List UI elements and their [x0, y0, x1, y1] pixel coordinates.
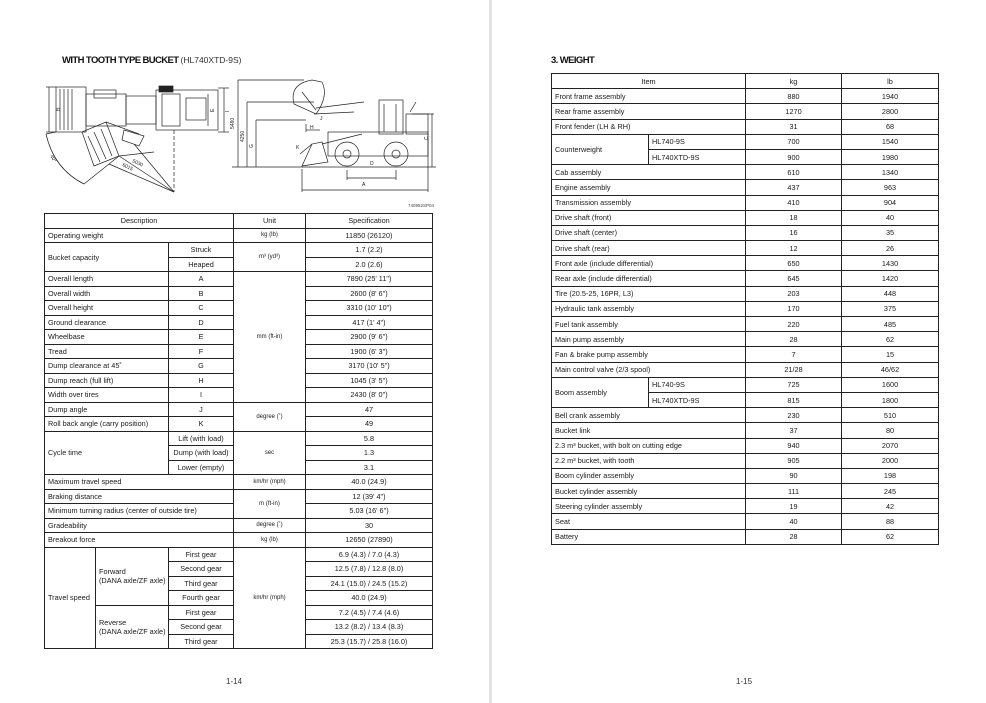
- label-a: A: [362, 182, 366, 188]
- table-row: [45, 228, 433, 243]
- model-text: (HL740XTD-9S): [180, 55, 242, 65]
- gear-cell: First gear: [169, 547, 234, 562]
- direction-sublabel: (DANA axle/ZF axle): [99, 626, 166, 636]
- lb-cell: 40: [842, 210, 939, 225]
- lb-cell: 1800: [842, 392, 939, 407]
- kg-cell: 725: [746, 377, 842, 392]
- kg-cell: 12: [746, 241, 842, 256]
- kg-cell: 28: [746, 332, 842, 347]
- label-k: K: [296, 145, 300, 151]
- spec-cell: 6.9 (4.3) / 7.0 (4.3): [306, 547, 433, 562]
- spec-cell: 2.0 (2.6): [306, 257, 433, 272]
- table-row: [552, 195, 939, 210]
- symbol-cell: F: [169, 344, 234, 359]
- item-cell: Drive shaft (front): [552, 210, 746, 225]
- section-title: [62, 55, 241, 66]
- table-row: [552, 423, 939, 438]
- lb-cell: 485: [842, 317, 939, 332]
- lb-cell: 1430: [842, 256, 939, 271]
- lb-cell: 88: [842, 514, 939, 529]
- item-cell: 2.3 m³ bucket, with bolt on cutting edge: [552, 438, 746, 453]
- symbol-cell: B: [169, 286, 234, 301]
- item-cell: Rear frame assembly: [552, 104, 746, 119]
- kg-cell: 700: [746, 134, 842, 149]
- page-number: 1-14: [226, 677, 243, 686]
- kg-cell: 170: [746, 301, 842, 316]
- table-row: [552, 241, 939, 256]
- kg-cell: 650: [746, 256, 842, 271]
- label-b: B: [56, 107, 62, 111]
- direction-label: Reverse: [99, 617, 127, 627]
- lb-cell: 510: [842, 408, 939, 423]
- gear-cell: Second gear: [169, 562, 234, 577]
- kg-cell: 940: [746, 438, 842, 453]
- spec-cell: 2600 (8' 6"): [306, 286, 433, 301]
- kg-cell: 203: [746, 286, 842, 301]
- label-angle: 40°: [48, 154, 58, 164]
- desc-cell: Travel speed: [45, 547, 96, 649]
- table-row: [552, 453, 939, 468]
- table-row: [45, 402, 433, 417]
- table-header-row: [552, 74, 939, 89]
- symbol-cell: J: [169, 402, 234, 417]
- lb-cell: 46/62: [842, 362, 939, 377]
- symbol-cell: H: [169, 373, 234, 388]
- symbol-cell: G: [169, 359, 234, 374]
- kg-cell: 880: [746, 89, 842, 104]
- label-h2: 4250: [240, 130, 246, 142]
- lb-cell: 15: [842, 347, 939, 362]
- spec-cell: 417 (1' 4"): [306, 315, 433, 330]
- item-cell: Engine assembly: [552, 180, 746, 195]
- spec-cell: 12 (39' 4"): [306, 489, 433, 504]
- page-right: [492, 0, 986, 703]
- page-left: [0, 0, 489, 703]
- table-row: [552, 499, 939, 514]
- item-cell: Bucket cylinder assembly: [552, 484, 746, 499]
- top-view: [46, 86, 231, 192]
- item-cell: Steering cylinder assembly: [552, 499, 746, 514]
- item-cell: Cab assembly: [552, 165, 746, 180]
- kg-cell: 111: [746, 484, 842, 499]
- kg-cell: 16: [746, 225, 842, 240]
- unit-cell: m³ (yd³): [234, 243, 306, 272]
- page-number: 1-15: [736, 677, 753, 686]
- desc-cell: Cycle time: [45, 431, 169, 475]
- item-cell: Drive shaft (center): [552, 225, 746, 240]
- table-row: [552, 529, 939, 544]
- label-r1: 5030: [131, 158, 144, 169]
- table-header-row: [45, 214, 433, 229]
- sub-cell: Heaped: [169, 257, 234, 272]
- weight-table: [551, 73, 939, 545]
- kg-cell: 31: [746, 119, 842, 134]
- spec-cell: 12650 (27890): [306, 533, 433, 548]
- item-cell: Bell crank assembly: [552, 408, 746, 423]
- kg-cell: 90: [746, 468, 842, 483]
- spec-cell: 2900 (9' 6"): [306, 330, 433, 345]
- lb-cell: 80: [842, 423, 939, 438]
- item-cell: Front fender (LH & RH): [552, 119, 746, 134]
- label-r2: 6015: [121, 162, 134, 173]
- title-text: WITH TOOTH TYPE BUCKET: [62, 55, 179, 66]
- label-d: D: [370, 161, 374, 167]
- spec-cell: 7.2 (4.5) / 7.4 (4.6): [306, 605, 433, 620]
- symbol-cell: C: [169, 301, 234, 316]
- spec-cell: 24.1 (15.0) / 24.5 (15.2): [306, 576, 433, 591]
- gear-cell: Second gear: [169, 620, 234, 635]
- desc-cell: Roll back angle (carry position): [45, 417, 169, 432]
- desc-cell: Breakout force: [45, 533, 234, 548]
- item-cell: Counterweight: [552, 134, 649, 164]
- item-cell: Hydraulic tank assembly: [552, 301, 746, 316]
- kg-cell: 410: [746, 195, 842, 210]
- item-cell: Boom assembly: [552, 377, 649, 407]
- kg-cell: 37: [746, 423, 842, 438]
- item-cell: Front frame assembly: [552, 89, 746, 104]
- symbol-cell: D: [169, 315, 234, 330]
- kg-cell: 19: [746, 499, 842, 514]
- sub-cell: Struck: [169, 243, 234, 258]
- header-item: Item: [552, 74, 746, 89]
- item-cell: Fan & brake pump assembly: [552, 347, 746, 362]
- lb-cell: 1540: [842, 134, 939, 149]
- table-row: [552, 180, 939, 195]
- spec-cell: 3.1: [306, 460, 433, 475]
- item-cell: Tire (20.5-25, 16PR, L3): [552, 286, 746, 301]
- symbol-cell: E: [169, 330, 234, 345]
- figure-code: 740952SP04: [407, 203, 434, 208]
- unit-cell: kg (lb): [234, 228, 306, 243]
- table-row: [45, 518, 433, 533]
- lb-cell: 448: [842, 286, 939, 301]
- unit-cell: km/hr (mph): [234, 475, 306, 490]
- desc-cell: Bucket capacity: [45, 243, 169, 272]
- lb-cell: 1980: [842, 149, 939, 164]
- spec-cell: 30: [306, 518, 433, 533]
- table-row: [45, 272, 433, 287]
- desc-cell: Dump reach (full lift): [45, 373, 169, 388]
- lb-cell: 1420: [842, 271, 939, 286]
- label-j: J: [320, 116, 323, 122]
- model-cell: HL740XTD-9S: [649, 392, 746, 407]
- table-row: [45, 431, 433, 446]
- lb-cell: 68: [842, 119, 939, 134]
- loader-diagram: [44, 74, 436, 210]
- spec-cell: 25.3 (15.7) / 25.8 (16.0): [306, 634, 433, 649]
- item-cell: Main control valve (2/3 spool): [552, 362, 746, 377]
- lb-cell: 375: [842, 301, 939, 316]
- table-row: [552, 347, 939, 362]
- header-kg: kg: [746, 74, 842, 89]
- item-cell: Battery: [552, 529, 746, 544]
- unit-cell: degree (˚): [234, 518, 306, 533]
- spec-cell: 12.5 (7.8) / 12.8 (8.0): [306, 562, 433, 577]
- lb-cell: 26: [842, 241, 939, 256]
- kg-cell: 1270: [746, 104, 842, 119]
- direction-cell-reverse: [96, 605, 169, 649]
- specification-table: [44, 213, 433, 649]
- table-row: [45, 533, 433, 548]
- spec-cell: 3170 (10' 5"): [306, 359, 433, 374]
- table-row: [552, 362, 939, 377]
- desc-cell: Ground clearance: [45, 315, 169, 330]
- lb-cell: 2070: [842, 438, 939, 453]
- unit-cell: kg (lb): [234, 533, 306, 548]
- table-row: [552, 134, 939, 149]
- lb-cell: 2000: [842, 453, 939, 468]
- spec-cell: 1045 (3' 5"): [306, 373, 433, 388]
- lb-cell: 245: [842, 484, 939, 499]
- lb-cell: 904: [842, 195, 939, 210]
- unit-cell: degree (˚): [234, 402, 306, 431]
- spec-cell: 40.0 (24.9): [306, 591, 433, 606]
- table-row: [552, 89, 939, 104]
- spec-cell: 11850 (26120): [306, 228, 433, 243]
- label-g: G: [249, 144, 255, 148]
- spec-cell: 49: [306, 417, 433, 432]
- desc-cell: Minimum turning radius (center of outside tire): [45, 504, 234, 519]
- item-cell: Front axle (include differential): [552, 256, 746, 271]
- item-cell: Boom cylinder assembly: [552, 468, 746, 483]
- label-i: I: [225, 110, 231, 112]
- table-row: [552, 119, 939, 134]
- item-cell: Fuel tank assembly: [552, 317, 746, 332]
- spec-cell: 1.3: [306, 446, 433, 461]
- table-row: [552, 484, 939, 499]
- model-cell: HL740XTD-9S: [649, 149, 746, 164]
- kg-cell: 815: [746, 392, 842, 407]
- desc-cell: Wheelbase: [45, 330, 169, 345]
- item-cell: Seat: [552, 514, 746, 529]
- desc-cell: Braking distance: [45, 489, 234, 504]
- symbol-cell: A: [169, 272, 234, 287]
- table-row: [45, 475, 433, 490]
- kg-cell: 40: [746, 514, 842, 529]
- spec-cell: 2430 (8' 0"): [306, 388, 433, 403]
- table-row: [552, 514, 939, 529]
- kg-cell: 437: [746, 180, 842, 195]
- gear-cell: Third gear: [169, 634, 234, 649]
- direction-cell-forward: [96, 547, 169, 605]
- weight-table-body: [552, 74, 939, 545]
- unit-cell: m (ft-in): [234, 489, 306, 518]
- spec-cell: 47: [306, 402, 433, 417]
- spec-cell: 5.03 (16' 6"): [306, 504, 433, 519]
- table-row: [552, 332, 939, 347]
- lb-cell: 62: [842, 332, 939, 347]
- desc-cell: Width over tires: [45, 388, 169, 403]
- gear-cell: First gear: [169, 605, 234, 620]
- kg-cell: 610: [746, 165, 842, 180]
- desc-cell: Maximum travel speed: [45, 475, 234, 490]
- unit-cell: mm (ft-in): [234, 272, 306, 403]
- desc-cell: Overall length: [45, 272, 169, 287]
- kg-cell: 21/28: [746, 362, 842, 377]
- gear-cell: Fourth gear: [169, 591, 234, 606]
- table-row: [552, 286, 939, 301]
- desc-cell: Dump angle: [45, 402, 169, 417]
- symbol-cell: K: [169, 417, 234, 432]
- spec-cell: 3310 (10' 10"): [306, 301, 433, 316]
- desc-cell: Overall width: [45, 286, 169, 301]
- table-row: [552, 301, 939, 316]
- kg-cell: 645: [746, 271, 842, 286]
- table-row: [552, 225, 939, 240]
- table-row: [552, 377, 939, 392]
- kg-cell: 7: [746, 347, 842, 362]
- lb-cell: 1340: [842, 165, 939, 180]
- sub-cell: Lift (with load): [169, 431, 234, 446]
- item-cell: 2.2 m³ bucket, with tooth: [552, 453, 746, 468]
- desc-cell: Gradeability: [45, 518, 234, 533]
- table-row: [552, 271, 939, 286]
- unit-cell: sec: [234, 431, 306, 475]
- item-cell: Drive shaft (rear): [552, 241, 746, 256]
- side-view: [230, 80, 436, 192]
- desc-cell: Dump clearance at 45˚: [45, 359, 169, 374]
- model-cell: HL740-9S: [649, 377, 746, 392]
- spec-cell: 5.8: [306, 431, 433, 446]
- lb-cell: 198: [842, 468, 939, 483]
- table-row: [552, 438, 939, 453]
- lb-cell: 1940: [842, 89, 939, 104]
- sub-cell: Lower (empty): [169, 460, 234, 475]
- model-cell: HL740-9S: [649, 134, 746, 149]
- table-row: [552, 408, 939, 423]
- header-lb: lb: [842, 74, 939, 89]
- header-description: Description: [45, 214, 234, 229]
- table-row: [552, 256, 939, 271]
- spec-cell: 13.2 (8.2) / 13.4 (8.3): [306, 620, 433, 635]
- spec-cell: 1.7 (2.2): [306, 243, 433, 258]
- table-row: [552, 317, 939, 332]
- unit-cell: km/hr (mph): [234, 547, 306, 649]
- direction-label: Forward: [99, 567, 126, 576]
- table-row: [45, 489, 433, 504]
- kg-cell: 905: [746, 453, 842, 468]
- kg-cell: 900: [746, 149, 842, 164]
- label-e: E: [210, 108, 216, 112]
- lb-cell: 42: [842, 499, 939, 514]
- item-cell: Main pump assembly: [552, 332, 746, 347]
- direction-sublabel: (DANA axle/ZF axle): [99, 576, 166, 585]
- item-cell: Transmission assembly: [552, 195, 746, 210]
- header-specification: Specification: [306, 214, 433, 229]
- item-cell: Bucket link: [552, 423, 746, 438]
- lb-cell: 1600: [842, 377, 939, 392]
- table-row: [45, 547, 433, 562]
- label-c: C: [424, 136, 430, 140]
- kg-cell: 230: [746, 408, 842, 423]
- table-row: [552, 165, 939, 180]
- lb-cell: 2800: [842, 104, 939, 119]
- table-row: [552, 104, 939, 119]
- desc-cell: Operating weight: [45, 228, 234, 243]
- spec-cell: 1900 (6' 3"): [306, 344, 433, 359]
- section-title: 3. WEIGHT: [551, 55, 595, 66]
- kg-cell: 18: [746, 210, 842, 225]
- lb-cell: 35: [842, 225, 939, 240]
- item-cell: Rear axle (include differential): [552, 271, 746, 286]
- desc-cell: Overall height: [45, 301, 169, 316]
- table-row: [45, 243, 433, 258]
- header-unit: Unit: [234, 214, 306, 229]
- gear-cell: Third gear: [169, 576, 234, 591]
- label-h1: 5480: [230, 117, 236, 129]
- lb-cell: 963: [842, 180, 939, 195]
- sub-cell: Dump (with load): [169, 446, 234, 461]
- spec-cell: 7890 (25' 11"): [306, 272, 433, 287]
- label-h: H: [310, 125, 314, 131]
- table-row: [552, 210, 939, 225]
- kg-cell: 220: [746, 317, 842, 332]
- desc-cell: Tread: [45, 344, 169, 359]
- kg-cell: 28: [746, 529, 842, 544]
- symbol-cell: I: [169, 388, 234, 403]
- table-row: [552, 468, 939, 483]
- lb-cell: 62: [842, 529, 939, 544]
- dimension-figure: [44, 74, 436, 210]
- spec-cell: 40.0 (24.9): [306, 475, 433, 490]
